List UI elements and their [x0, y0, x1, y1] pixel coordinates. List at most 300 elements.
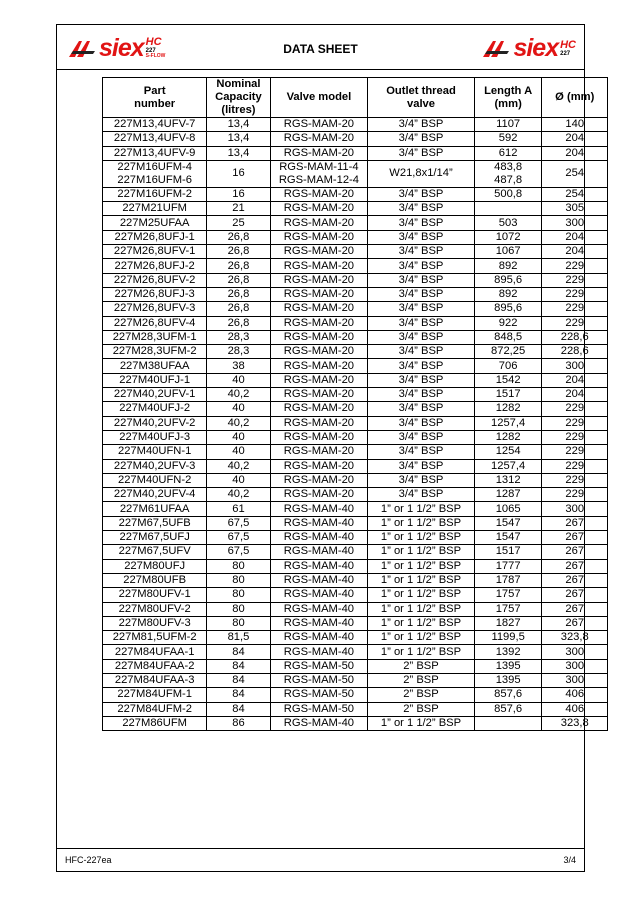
cell-text: 227M40,2UFV-1 [113, 388, 196, 401]
table-row [103, 445, 608, 459]
cell-part-number [103, 216, 207, 230]
cell-nominal-capacity [207, 716, 270, 730]
cell-valve-model [270, 388, 368, 402]
cell-outlet-thread [368, 187, 475, 201]
table-row [103, 230, 608, 244]
cell-part-number [103, 659, 207, 673]
cell-diameter [542, 531, 608, 545]
cell-text: 267 [565, 602, 585, 615]
cell-text: 267 [565, 588, 585, 601]
cell-text: 857,6 [494, 688, 523, 701]
cell-valve-model [270, 602, 368, 616]
cell-nominal-capacity [207, 388, 270, 402]
cell-outlet-thread [368, 416, 475, 430]
cell-valve-model [270, 316, 368, 330]
cell-nominal-capacity [207, 273, 270, 287]
cell-text: 3/4” BSP [398, 230, 444, 243]
cell-part-number [103, 146, 207, 160]
cell-part-number [103, 645, 207, 659]
table-row [103, 673, 608, 687]
cell-nominal-capacity [207, 187, 270, 201]
cell-text: 227M26,8UFV-3 [113, 302, 196, 315]
cell-valve-model [270, 716, 368, 730]
cell-length-a [474, 388, 542, 402]
cell-text: RGS-MAM-20 [283, 132, 355, 145]
cell-part-number [103, 616, 207, 630]
cell-nominal-capacity [207, 673, 270, 687]
cell-text: 3/4” BSP [398, 373, 444, 386]
cell-text: RGS-MAM-40 [283, 717, 355, 730]
cell-text: 227M26,8UFJ-2 [114, 259, 195, 272]
cell-text: RGS-MAM-20 [283, 273, 355, 286]
cell-length-a [474, 118, 542, 132]
header-text: Nominal [216, 78, 261, 90]
cell-nominal-capacity [207, 702, 270, 716]
cell-diameter [542, 187, 608, 201]
cell-text: 227M80UFJ [124, 559, 186, 572]
cell-text: 229 [565, 302, 585, 315]
table-body [103, 118, 608, 731]
cell-diameter [542, 160, 608, 187]
cell-text: 1” or 1 1/2” BSP [380, 631, 462, 644]
cell-text: 228,6 [560, 331, 589, 343]
cell-text: 3/4” BSP [398, 416, 444, 429]
cell-text: 227M84UFAA-3 [114, 674, 195, 687]
cell-part-number [103, 573, 207, 587]
table-row [103, 273, 608, 287]
cell-text: 204 [565, 245, 585, 258]
cell-part-number [103, 516, 207, 530]
cell-part-number [103, 230, 207, 244]
cell-text: 13,4 [227, 118, 250, 131]
table-row [103, 388, 608, 402]
cell-diameter [542, 616, 608, 630]
cell-nominal-capacity [207, 302, 270, 316]
cell-text: 3/4” BSP [398, 359, 444, 372]
cell-text: 3/4” BSP [398, 473, 444, 486]
cell-outlet-thread [368, 345, 475, 359]
cell-part-number [103, 673, 207, 687]
cell-part-number [103, 388, 207, 402]
cell-nominal-capacity [207, 573, 270, 587]
cell-length-a [474, 345, 542, 359]
cell-text: 1257,4 [491, 459, 526, 472]
cell-diameter [542, 673, 608, 687]
cell-text: RGS-MAM-20 [283, 288, 355, 301]
cell-length-a [474, 702, 542, 716]
cell-outlet-thread [368, 302, 475, 316]
cell-text: 227M40,2UFV-2 [113, 416, 196, 429]
cell-part-number [103, 118, 207, 132]
cell-text: 227M80UFB [123, 574, 187, 587]
header-text: number [134, 97, 176, 110]
cell-text: 204 [565, 373, 585, 386]
cell-text: 227M28,3UFM-1 [112, 331, 197, 343]
cell-text: RGS-MAM-12-4 [278, 173, 359, 186]
footer-page-number: 3/4 [563, 855, 576, 865]
cell-outlet-thread [368, 216, 475, 230]
cell-text: 503 [498, 216, 518, 229]
cell-length-a [474, 573, 542, 587]
cell-text: 406 [565, 702, 585, 715]
footer-doc-code: HFC-227ea [65, 855, 112, 865]
cell-nominal-capacity [207, 459, 270, 473]
cell-text: 3/4” BSP [398, 146, 444, 159]
cell-text: 848,5 [494, 331, 523, 343]
cell-text: 1” or 1 1/2” BSP [380, 531, 462, 544]
cell-diameter [542, 502, 608, 516]
cell-text: RGS-MAM-40 [283, 531, 355, 544]
cell-length-a [474, 459, 542, 473]
cell-text: 3/4” BSP [398, 331, 444, 343]
cell-text: 227M40,2UFV-3 [113, 459, 196, 472]
cell-text: 227M67,5UFB [118, 516, 191, 529]
cell-nominal-capacity [207, 259, 270, 273]
cell-text: 1395 [495, 674, 521, 687]
cell-text: 61 [232, 502, 245, 515]
cell-text: 3/4” BSP [398, 245, 444, 258]
cell-length-a [474, 187, 542, 201]
cell-text: 26,8 [227, 288, 250, 301]
cell-valve-model [270, 459, 368, 473]
cell-text: 40 [232, 473, 245, 486]
cell-text: 84 [232, 659, 245, 672]
cell-part-number [103, 531, 207, 545]
cell-text: 300 [565, 659, 585, 672]
brand-badge [560, 40, 576, 57]
cell-nominal-capacity [207, 502, 270, 516]
cell-text: 204 [565, 230, 585, 243]
cell-text: 1065 [495, 502, 521, 515]
cell-text: 13,4 [227, 132, 250, 145]
cell-text: 227M84UFAA-1 [114, 645, 195, 658]
cell-text: RGS-MAM-40 [283, 545, 355, 558]
table-row [103, 402, 608, 416]
cell-text: 227M84UFAA-2 [114, 659, 195, 672]
table-row [103, 588, 608, 602]
cell-nominal-capacity [207, 602, 270, 616]
cell-length-a [474, 631, 542, 645]
cell-diameter [542, 118, 608, 132]
cell-text: 3/4” BSP [398, 388, 444, 401]
cell-text: 229 [565, 473, 585, 486]
cell-text: 28,3 [227, 331, 250, 343]
table-row [103, 488, 608, 502]
cell-text: 26,8 [227, 273, 250, 286]
cell-text: 3/4” BSP [398, 431, 444, 444]
cell-text: 1287 [495, 488, 521, 501]
cell-text: 227M16UFM-2 [117, 188, 192, 201]
cell-diameter [542, 516, 608, 530]
cell-text: 592 [498, 132, 518, 145]
cell-part-number [103, 287, 207, 301]
cell-text: 229 [565, 445, 585, 458]
cell-text: 2” BSP [403, 688, 439, 701]
cell-text: RGS-MAM-20 [283, 146, 355, 159]
cell-text: 84 [232, 688, 245, 701]
cell-outlet-thread [368, 273, 475, 287]
table-row [103, 702, 608, 716]
cell-text: RGS-MAM-20 [283, 245, 355, 258]
cell-valve-model [270, 702, 368, 716]
cell-part-number [103, 502, 207, 516]
cell-length-a [474, 316, 542, 330]
cell-valve-model [270, 330, 368, 344]
cell-text: 1” or 1 1/2” BSP [380, 516, 462, 529]
cell-part-number [103, 459, 207, 473]
cell-valve-model [270, 230, 368, 244]
cell-text: 1542 [495, 373, 521, 386]
cell-text: 1” or 1 1/2” BSP [380, 616, 462, 629]
cell-length-a [474, 445, 542, 459]
cell-text: 227M67,5UFJ [119, 531, 190, 544]
cell-part-number [103, 402, 207, 416]
cell-text: 487,8 [494, 173, 523, 186]
cell-diameter [542, 602, 608, 616]
cell-nominal-capacity [207, 631, 270, 645]
cell-text: 25 [232, 216, 245, 229]
cell-text: 227M13,4UFV-8 [113, 132, 196, 145]
table-row [103, 302, 608, 316]
cell-length-a [474, 430, 542, 444]
cell-valve-model [270, 645, 368, 659]
cell-text: 229 [565, 316, 585, 329]
header-text: Length A [484, 84, 533, 97]
cell-length-a [474, 245, 542, 259]
cell-text: 227M13,4UFV-9 [113, 146, 196, 159]
cell-text: 1282 [495, 431, 521, 444]
table-header-row [103, 78, 608, 118]
cell-outlet-thread [368, 259, 475, 273]
cell-outlet-thread [368, 430, 475, 444]
cell-text: 229 [565, 402, 585, 415]
cell-text: 227M40UFN-2 [117, 473, 192, 486]
cell-text: 86 [232, 717, 245, 730]
cell-valve-model [270, 488, 368, 502]
cell-diameter [542, 302, 608, 316]
cell-text: RGS-MAM-20 [283, 302, 355, 315]
header-text: Part [143, 84, 166, 97]
cell-outlet-thread [368, 516, 475, 530]
cell-valve-model [270, 216, 368, 230]
cell-text: 3/4” BSP [398, 302, 444, 315]
cell-text: 3/4” BSP [398, 188, 444, 201]
cell-text: RGS-MAM-20 [283, 488, 355, 501]
data-table [102, 77, 608, 731]
cell-text: 227M25UFAA [119, 216, 190, 229]
table-row [103, 473, 608, 487]
table-row [103, 132, 608, 146]
cell-text: 227M81,5UFM-2 [112, 631, 197, 644]
table-row [103, 531, 608, 545]
cell-outlet-thread [368, 473, 475, 487]
cell-part-number [103, 416, 207, 430]
cell-length-a [474, 359, 542, 373]
cell-text: 3/4” BSP [398, 288, 444, 301]
cell-text: 28,3 [227, 345, 250, 358]
cell-valve-model [270, 502, 368, 516]
cell-text: 1199,5 [491, 631, 525, 644]
cell-text: 323,8 [560, 717, 589, 730]
table-row [103, 259, 608, 273]
cell-text: 3/4” BSP [398, 132, 444, 145]
cell-text: 1392 [495, 645, 521, 658]
cell-nominal-capacity [207, 659, 270, 673]
table-row [103, 373, 608, 387]
cell-text: RGS-MAM-40 [283, 588, 355, 601]
cell-text: 140 [565, 118, 585, 131]
cell-text: RGS-MAM-20 [283, 316, 355, 329]
table-row [103, 659, 608, 673]
table-row [103, 631, 608, 645]
cell-text: 895,6 [494, 273, 523, 286]
cell-outlet-thread [368, 602, 475, 616]
cell-nominal-capacity [207, 488, 270, 502]
header-valve-model [270, 78, 368, 118]
cell-text: 1107 [496, 118, 521, 131]
cell-text: 227M21UFM [122, 202, 187, 215]
cell-diameter [542, 245, 608, 259]
cell-text: 3/4” BSP [398, 316, 444, 329]
cell-nominal-capacity [207, 118, 270, 132]
cell-part-number [103, 488, 207, 502]
cell-diameter [542, 132, 608, 146]
cell-text: 80 [232, 559, 245, 572]
cell-text: 81,5 [227, 631, 250, 644]
cell-text: RGS-MAM-40 [283, 559, 355, 572]
cell-outlet-thread [368, 459, 475, 473]
cell-text: 67,5 [227, 516, 250, 529]
cell-diameter [542, 146, 608, 160]
cell-part-number [103, 160, 207, 187]
cell-valve-model [270, 345, 368, 359]
cell-outlet-thread [368, 631, 475, 645]
cell-length-a [474, 273, 542, 287]
brand-name: siex [99, 33, 144, 62]
cell-valve-model [270, 616, 368, 630]
cell-text: 67,5 [227, 545, 250, 558]
cell-text: RGS-MAM-40 [283, 516, 355, 529]
cell-part-number [103, 132, 207, 146]
header-part-number [103, 78, 207, 118]
table-row [103, 245, 608, 259]
cell-part-number [103, 545, 207, 559]
cell-text: 483,8 [494, 160, 523, 173]
badge-sflow: S-FLOW [145, 53, 166, 59]
cell-text: 3/4” BSP [398, 488, 444, 501]
cell-valve-model [270, 245, 368, 259]
cell-text: RGS-MAM-20 [283, 345, 355, 358]
cell-nominal-capacity [207, 146, 270, 160]
cell-text: RGS-MAM-20 [283, 216, 355, 229]
cell-text: 227M26,8UFV-2 [113, 273, 196, 286]
cell-part-number [103, 688, 207, 702]
cell-length-a [474, 132, 542, 146]
cell-length-a [474, 373, 542, 387]
cell-length-a [474, 645, 542, 659]
cell-text: RGS-MAM-20 [283, 230, 355, 243]
cell-valve-model [270, 402, 368, 416]
cell-diameter [542, 230, 608, 244]
cell-text: 16 [232, 188, 245, 201]
cell-text: 1517 [495, 388, 521, 401]
cell-valve-model [270, 573, 368, 587]
cell-text: 1” or 1 1/2” BSP [380, 574, 462, 587]
footer-divider [57, 848, 584, 849]
cell-text: 84 [232, 674, 245, 687]
cell-text: RGS-MAM-50 [283, 674, 355, 687]
cell-outlet-thread [368, 388, 475, 402]
cell-text: 323,8 [560, 631, 589, 644]
cell-valve-model [270, 688, 368, 702]
cell-text: 26,8 [227, 316, 250, 329]
cell-diameter [542, 359, 608, 373]
cell-text: 1757 [495, 588, 521, 601]
cell-length-a [474, 259, 542, 273]
cell-nominal-capacity [207, 531, 270, 545]
cell-text: RGS-MAM-20 [283, 373, 355, 386]
table-row [103, 430, 608, 444]
cell-outlet-thread [368, 146, 475, 160]
cell-text: 267 [565, 516, 585, 529]
cell-text: 227M84UFM-2 [117, 702, 192, 715]
cell-valve-model [270, 259, 368, 273]
cell-valve-model [270, 659, 368, 673]
cell-outlet-thread [368, 545, 475, 559]
cell-nominal-capacity [207, 616, 270, 630]
table-row [103, 616, 608, 630]
cell-text: 254 [565, 167, 585, 180]
table-row [103, 502, 608, 516]
cell-text: RGS-MAM-20 [283, 118, 355, 131]
cell-length-a [474, 545, 542, 559]
cell-diameter [542, 402, 608, 416]
cell-outlet-thread [368, 118, 475, 132]
cell-text: 228,6 [560, 345, 589, 358]
cell-text: RGS-MAM-20 [283, 188, 355, 201]
badge-hc: HC [145, 36, 162, 48]
cell-valve-model [270, 416, 368, 430]
cell-text: RGS-MAM-40 [283, 574, 355, 587]
page-frame [56, 24, 595, 872]
cell-diameter [542, 259, 608, 273]
cell-text: 3/4” BSP [398, 445, 444, 458]
cell-part-number [103, 245, 207, 259]
cell-text: 229 [565, 259, 585, 272]
cell-text: 40 [232, 431, 245, 444]
cell-length-a [474, 516, 542, 530]
cell-text: RGS-MAM-20 [283, 202, 355, 215]
cell-text: 1” or 1 1/2” BSP [380, 559, 462, 572]
cell-text: 267 [565, 574, 585, 587]
cell-length-a [474, 202, 542, 216]
table-row [103, 688, 608, 702]
cell-outlet-thread [368, 316, 475, 330]
cell-diameter [542, 473, 608, 487]
cell-text: 227M26,8UFJ-3 [114, 288, 195, 301]
cell-nominal-capacity [207, 287, 270, 301]
cell-outlet-thread [368, 645, 475, 659]
cell-text: 26,8 [227, 259, 250, 272]
cell-text: 84 [232, 645, 245, 658]
cell-length-a [474, 230, 542, 244]
cell-text: 227M84UFM-1 [117, 688, 192, 701]
cell-length-a [474, 473, 542, 487]
cell-text: 1” or 1 1/2” BSP [380, 588, 462, 601]
cell-text: 3/4” BSP [398, 273, 444, 286]
cell-text: RGS-MAM-20 [283, 259, 355, 272]
cell-text: RGS-MAM-20 [283, 416, 355, 429]
